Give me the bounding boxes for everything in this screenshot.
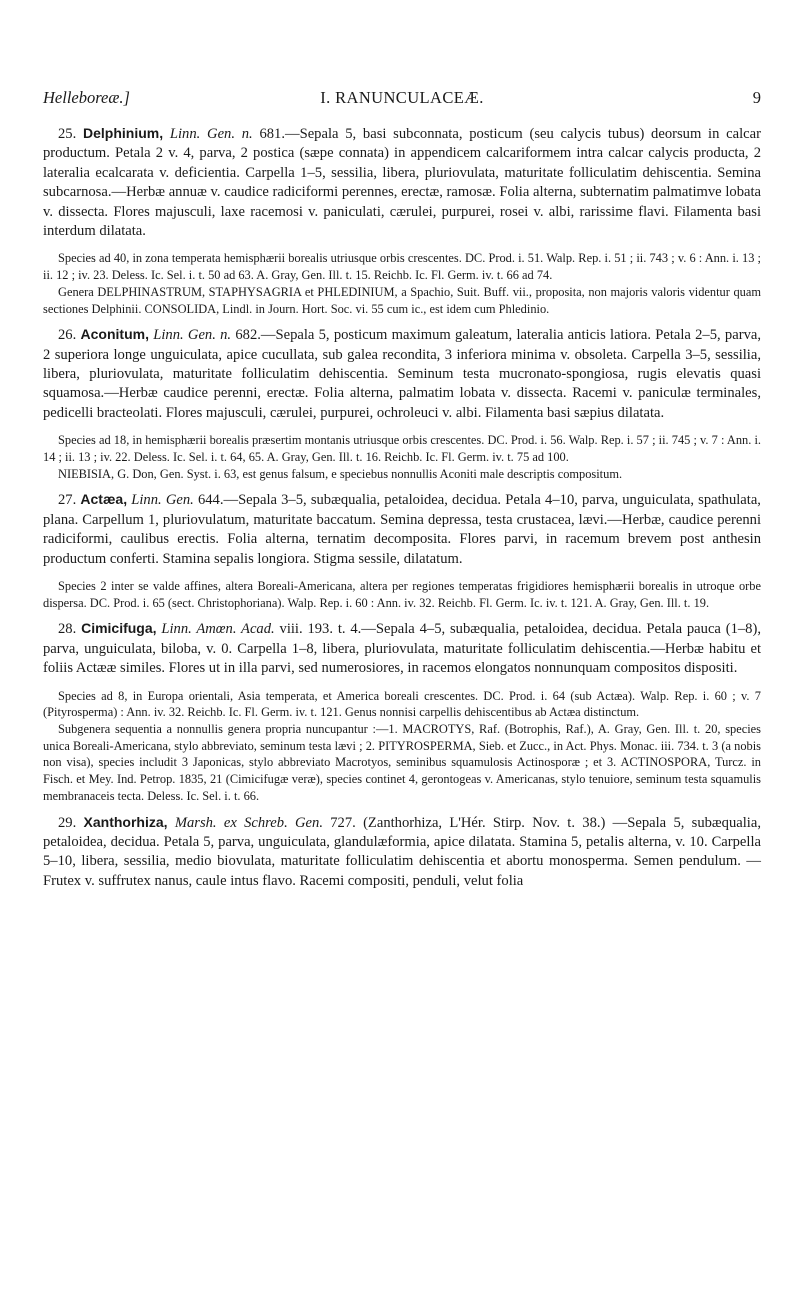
genus-entry-delphinium: [43, 124, 761, 241]
species-note: Species ad 40, in zona temperata hemisphærii borealis utriusque orbis crescentes. DC. Prod. i. 51. Walp. Rep. i. 51 ; ii. 743 ; v. 6 : Ann. i. 13 ; ii. 12 ; iv. 23. Deless. Ic. Sel. i. t. 50 ad 63. A. Gray, Gen. Ill. t. 15. Reichb. Ic. Fl. Germ. iv. t. 66 ad 74.: [43, 251, 761, 283]
genus-name: Aconitum,: [80, 326, 149, 343]
entry-number: 29.: [58, 814, 77, 831]
genus-entry-cimicifuga: [43, 619, 761, 678]
authority: Linn. Gen. n.: [169, 126, 253, 142]
species-note: Species ad 18, in hemisphærii borealis præsertim montanis utriusque orbis crescentes. DC. Prod. i. 56. Walp. Rep. i. 57 ; ii. 745 ; v. 7 : Ann. i. 14 ; ii. 13 ; iv. 22. Deless. Ic. Sel. i. t. 64, 65. A. Gray, Gen. Ill. t. 16. Reichb. Ic. Fl. Germ. iv. t. 75 ad 100.: [43, 433, 761, 464]
genus-entry-aconitum: [43, 325, 761, 423]
subgenera-note: Subgenera sequentia a nonnullis genera propria nuncupantur :—1. MACROTYS, Raf. (Botrophis, Raf.), A. Gray, Gen. Ill. t. 20, species unica Boreali-Americana, stylo abbreviato, seminum testa lævi ; 2. PITYROSPERMA, Sieb. et Zucc., in Act. Phys. Monac. iii. 734. t. 3 (a nobis non visa), species includit 3 Japonicas, stylo abbreviato Macrotyos, seminibus squamulosis Actinosporæ ; et 3. ACTINOSPORA, Turcz. in Fisch. et Mey. Ind. Petrop. 1835, 21 (Cimicifugæ veræ), species continet 4, gerontogeas v. Americanas, stylo tenuiore, seminum testa squamulis membranaceis tecta. Deless. Ic. Sel. i. t. 66.: [43, 722, 761, 803]
page-content: [43, 124, 761, 900]
entry-number: 25.: [58, 126, 77, 142]
entry-number: 28.: [58, 621, 77, 638]
genus-name: Xanthorhiza,: [83, 813, 168, 830]
species-note: Species 2 inter se valde affines, altera Boreali-Americana, altera per regiones temperatas frigidiores hemisphærii borealis in utroque orbe dispersa. DC. Prod. i. 65 (sect. Christophoriana). Walp. Rep. i. 60 : Ann. iv. 32. Reichb. Fl. Germ. Ic. iv. t. 121. A. Gray, Gen. Ill. t. 19.: [43, 579, 761, 610]
genus-name: Delphinium,: [83, 125, 164, 141]
running-header: [43, 88, 761, 110]
entry-description: 727. (Zanthorhiza, L'Hér. Stirp. Nov. t. 38.) —Sepala 5, subæqualia, petaloidea, decidua. Petala 5, parva, unguiculata, glandulæformia, apice dilatata. Stamina 5, petalis alterna, v. 10. Carpella 5–10, libera, sessilia, medio biovulata, maturitate folliculatim dehiscentia et abortu monosperma. Semen pendulum. —Frutex v. suffrutex nanus, caule intus flavo. Racemi compositi, penduli, velut folia: [43, 814, 761, 889]
authority: Linn. Gen.: [131, 492, 194, 509]
header-title: I. RANUNCULACEÆ.: [320, 88, 484, 107]
species-note: Species ad 8, in Europa orientali, Asia temperata, et America boreali crescentes. DC. Prod. i. 64 (sub Actæa). Walp. Rep. i. 60 ; v. 7 (Pityrosperma) : Ann. iv. 32. Reichb. Ic. Fl. Germ. iv. t. 121. Genus nonnisi carpellis dehiscentibus ab Actæa distinctum.: [43, 688, 761, 720]
entry-number: 27.: [58, 492, 77, 509]
genus-entry-xanthorhiza: [43, 813, 761, 892]
genus-name: Actæa,: [80, 491, 128, 508]
header-section: Helleboreæ.]: [43, 88, 130, 107]
genus-entry-actaea: [43, 490, 761, 569]
authority: Linn. Gen. n.: [153, 327, 232, 344]
entry-description: viii. 193. t. 4.—Sepala 4–5, subæqualia, petaloidea, decidua. Petala pauca (1–8), parva, unguiculata, biloba, v. 0. Carpella 1–8, libera, pluriovulata, maturitate folliculatim dehiscentia.—Herbæ habitu et foliis Actææ similes. Flores ut in illa parvi, sed numerosiores, in racemos elongatos nonnunquam compositos dispositi.: [43, 621, 761, 677]
authority: Marsh. ex Schreb. Gen.: [174, 814, 323, 831]
entry-number: 26.: [58, 327, 77, 344]
page-number: 9: [752, 88, 761, 107]
entry-description: 682.—Sepala 5, posticum maximum galeatum, lateralia anticis latiora. Petala 2–5, parva, 2 superiora longe unguiculata, apice cucullata, sub galea recondita, 3 inferiora minima v. obsoleta. Carpella 3–5, sessilia, libera, pluriovulata, maturitate folliculatim dehiscentia. Seminum testa mucronato-spongiosa, rugis elevatis quasi squamosa.—Herbæ caudice perenni, erectæ. Folia alterna, palmatim lobata v. dissecta. Racemi v. paniculæ terminales, pedicelli bracteolati. Flores majusculi, cærulei, purpurei, ochroleuci v. albi. Filamenta basi sæpius dilatata.: [43, 327, 761, 421]
genus-name: Cimicifuga,: [81, 620, 157, 637]
authority: Linn. Amœn. Acad.: [161, 621, 275, 638]
entry-description: 681.—Sepala 5, basi subconnata, posticum (seu calycis tubus) deorsum in calcar productum. Petala 2 v. 4, parva, 2 postica (sæpe connata) in appendicem calcariformem intra calcar calycis producta, 2 lateralia ecalcarata v. deficientia. Carpella 1–5, sessilia, libera, pluriovulata, maturitate folliculatim dehiscentia. Semina subcarnosa.—Herbæ annuæ v. caudice radiciformi perennes, erectæ, ramosæ. Folia alterna, subternatim palmatimve lobata v. dissecta. Flores majusculi, laxe racemosi v. paniculati, cærulei, purpurei, rosei v. albi, rarissime flavi. Filamenta basi interdum dilatata.: [43, 126, 761, 240]
genera-note: Genera DELPHINASTRUM, STAPHYSAGRIA et PHLEDINIUM, a Spachio, Suit. Buff. vii., proposita, non majoris valoris videntur quam sectiones Delphinii. CONSOLIDA, Lindl. in Journ. Hort. Soc. vi. 55 cum ic., est idem cum Phledinio.: [43, 284, 761, 316]
genera-note: NIEBISIA, G. Don, Gen. Syst. i. 63, est genus falsum, e speciebus nonnullis Aconiti male descriptis compositum.: [58, 466, 623, 481]
entry-description: 644.—Sepala 3–5, subæqualia, petaloidea, decidua. Petala 4–10, parva, unguiculata, spathulata, plana. Carpellum 1, pluriovulatum, maturitate baccatum. Semina depressa, testa crustacea, lævi.—Herbæ, caudice perenni radiciformi, caulibus erectis. Folia alterna, ternatim decomposita. Flores parvi, in racemum brevem post anthesin productum conferti. Stamina sepalis longiora. Stigma sessile, dilatatum.: [43, 492, 761, 567]
